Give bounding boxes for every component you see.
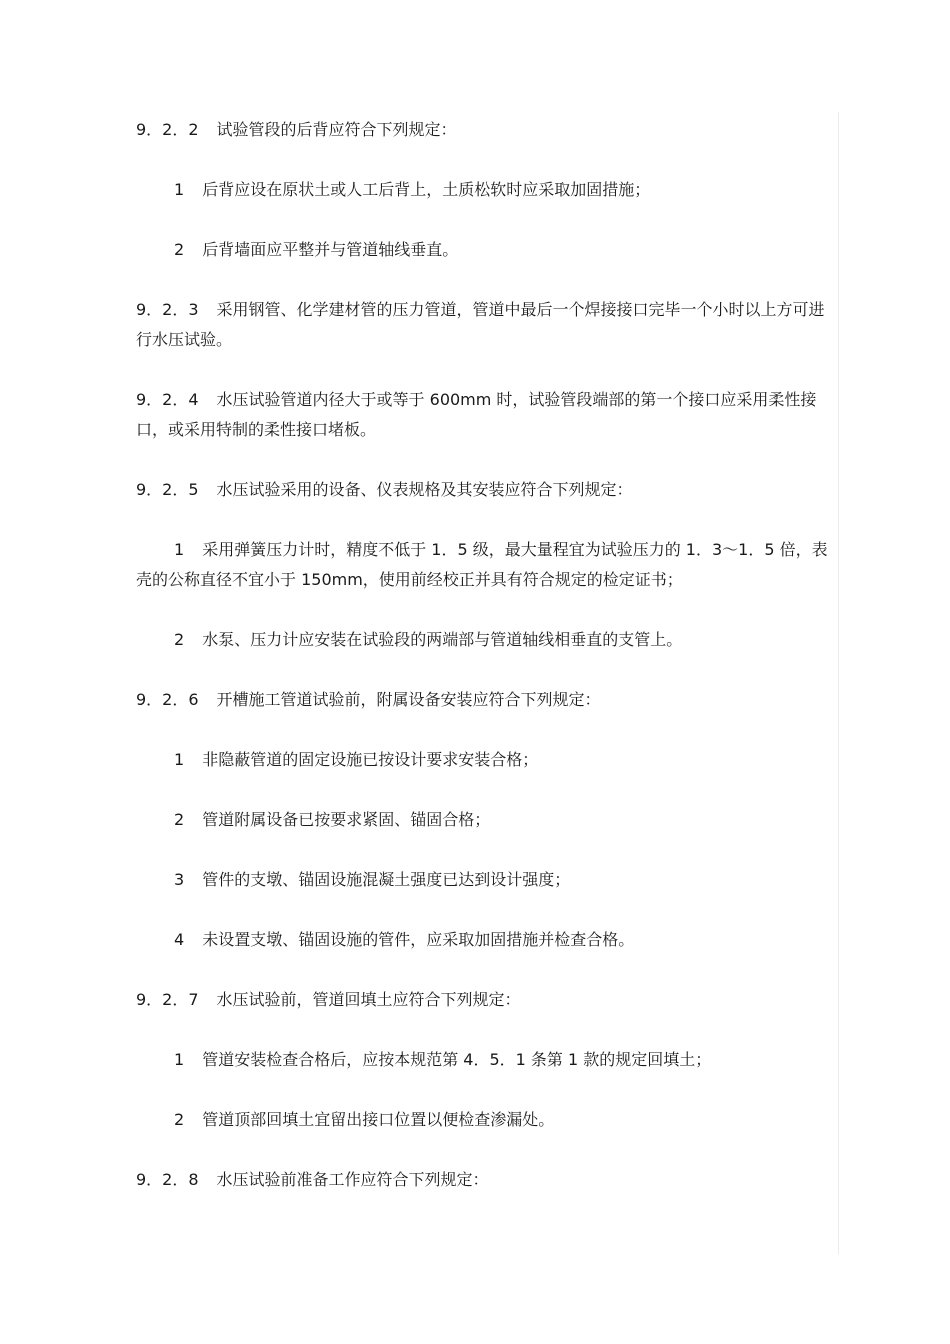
item-number: 3 <box>174 870 185 889</box>
list-item <box>136 925 838 955</box>
item-text: 管件的支墩、锚固设施混凝土强度已达到设计强度； <box>202 870 571 889</box>
clause-text: 开槽施工管道试验前，附属设备安装应符合下列规定： <box>216 690 601 709</box>
item-text: 后背应设在原状土或人工后背上，土质松软时应采取加固措施； <box>202 180 651 199</box>
clause-9-2-8 <box>136 1165 838 1195</box>
item-text: 水泵、压力计应安装在试验段的两端部与管道轴线相垂直的支管上。 <box>202 630 683 649</box>
item-number: 4 <box>174 930 185 949</box>
margin-rule <box>838 112 839 1254</box>
clause-9-2-2 <box>136 115 838 145</box>
clause-text: 水压试验前，管道回填土应符合下列规定： <box>216 990 521 1009</box>
item-number: 1 <box>174 540 185 559</box>
list-item <box>136 745 838 775</box>
list-item <box>136 175 838 205</box>
item-text: 管道顶部回填土宜留出接口位置以便检查渗漏处。 <box>202 1110 555 1129</box>
clause-text: 采用钢管、化学建材管的压力管道，管道中最后一个焊接接口完毕一个小时以上方可进行水压试验。 <box>136 300 825 349</box>
clause-number: 9．2．4 <box>136 390 199 409</box>
clause-number: 9．2．5 <box>136 480 199 499</box>
item-text: 后背墙面应平整并与管道轴线垂直。 <box>202 240 459 259</box>
clause-number: 9．2．8 <box>136 1170 199 1189</box>
list-item <box>136 805 838 835</box>
clause-9-2-5 <box>136 475 838 505</box>
clause-number: 9．2．6 <box>136 690 199 709</box>
list-item <box>136 625 838 655</box>
list-item <box>136 1045 838 1075</box>
item-text: 未设置支墩、锚固设施的管件，应采取加固措施并检查合格。 <box>202 930 635 949</box>
clause-text: 水压试验采用的设备、仪表规格及其安装应符合下列规定： <box>216 480 633 499</box>
clause-9-2-4 <box>136 385 838 445</box>
item-number: 2 <box>174 810 185 829</box>
list-item <box>136 1105 838 1135</box>
item-text: 非隐蔽管道的固定设施已按设计要求安装合格； <box>202 750 539 769</box>
item-number: 2 <box>174 1110 185 1129</box>
clause-text: 水压试验前准备工作应符合下列规定： <box>216 1170 489 1189</box>
list-item <box>136 235 838 265</box>
clause-9-2-7 <box>136 985 838 1015</box>
document-body <box>136 112 838 1195</box>
item-number: 1 <box>174 180 185 199</box>
clause-number: 9．2．2 <box>136 120 199 139</box>
item-text: 管道安装检查合格后，应按本规范第 4．5．1 条第 1 款的规定回填土； <box>202 1050 712 1069</box>
item-text: 管道附属设备已按要求紧固、锚固合格； <box>202 810 491 829</box>
item-number: 1 <box>174 1050 185 1069</box>
clause-9-2-3 <box>136 295 838 355</box>
item-number: 2 <box>174 240 185 259</box>
clause-text: 水压试验管道内径大于或等于 600mm 时，试验管段端部的第一个接口应采用柔性接口，或采用特制的柔性接口堵板。 <box>136 390 817 439</box>
clause-number: 9．2．3 <box>136 300 199 319</box>
clause-number: 9．2．7 <box>136 990 199 1009</box>
clause-text: 试验管段的后背应符合下列规定： <box>216 120 457 139</box>
item-text: 采用弹簧压力计时，精度不低于 1．5 级，最大量程宜为试验压力的 1．3～1．5 倍，表壳的公称直径不宜小于 150mm，使用前经校正并具有符合规定的检定证书； <box>136 540 828 589</box>
item-number: 2 <box>174 630 185 649</box>
item-number: 1 <box>174 750 185 769</box>
clause-9-2-6 <box>136 685 838 715</box>
list-item <box>136 535 838 595</box>
list-item <box>136 865 838 895</box>
